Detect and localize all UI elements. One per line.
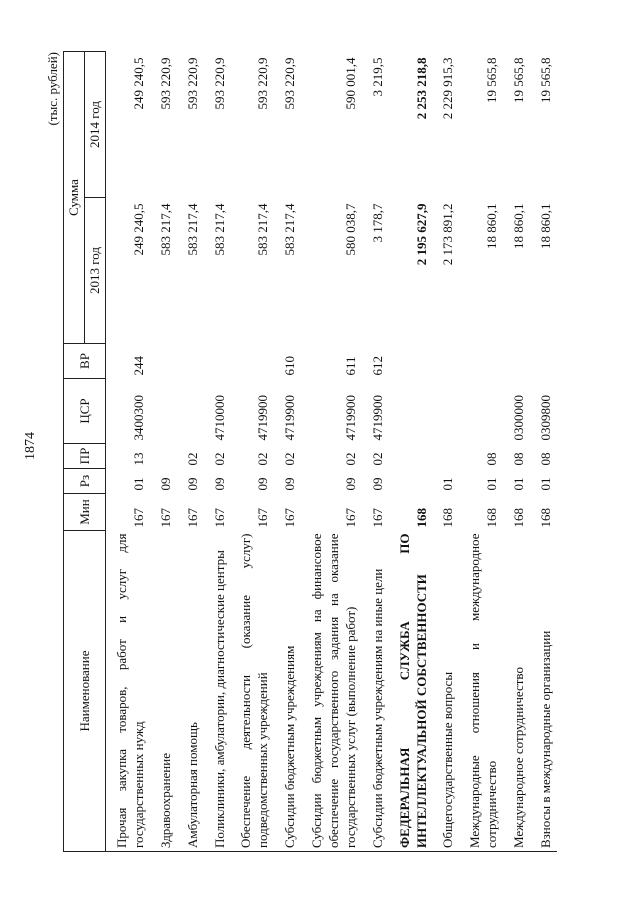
- cell-min: 168: [511, 508, 527, 528]
- header-rz: Рз: [64, 469, 106, 494]
- cell-pr: [432, 444, 459, 469]
- cell-pr: [150, 444, 177, 469]
- cell-2013: 18 860,1: [538, 203, 554, 249]
- cell-vr: 244: [130, 356, 146, 376]
- cell-pr: 02: [255, 452, 271, 466]
- cell-name: Амбулаторная помощь: [177, 531, 204, 852]
- cell-rz: 09: [211, 477, 227, 491]
- cell-rz: 09: [282, 477, 298, 491]
- table-row: [106, 52, 150, 852]
- cell-name: Международные отношения и международное сотрудничество: [459, 531, 503, 852]
- cell-pr: 08: [511, 452, 527, 466]
- cell-min: 168: [538, 508, 554, 528]
- cell-name: Субсидии бюджетным учреждениям: [274, 531, 301, 852]
- table-row: [274, 52, 301, 852]
- cell-vr: [230, 344, 274, 379]
- cell-2014: 2 229 915,3: [440, 57, 456, 120]
- cell-min: 168: [484, 508, 500, 528]
- cell-name: ФЕДЕРАЛЬНАЯ СЛУЖБА ПО ИНТЕЛЛЕКТУАЛЬНОЙ СОБСТВЕННОСТИ: [389, 531, 433, 852]
- cell-pr: 02: [369, 452, 385, 466]
- cell-2013: 583 217,4: [255, 203, 271, 256]
- header-csr: ЦСР: [64, 379, 106, 444]
- cell-min: 167: [157, 508, 173, 528]
- cell-pr: 13: [130, 452, 146, 466]
- cell-rz: 01: [484, 477, 500, 491]
- cell-vr: [150, 344, 177, 379]
- cell-rz: [389, 469, 433, 494]
- cell-csr: [150, 379, 177, 444]
- table-row: [459, 52, 503, 852]
- cell-csr: 0300000: [511, 395, 527, 441]
- cell-csr: [389, 379, 433, 444]
- cell-2014: 593 220,9: [211, 57, 227, 110]
- cell-name: Общегосударственные вопросы: [432, 531, 459, 852]
- cell-vr: [432, 344, 459, 379]
- cell-2014: 593 220,9: [255, 57, 271, 110]
- cell-2014: 3 219,5: [369, 57, 385, 97]
- cell-2013: 3 178,7: [369, 203, 385, 243]
- cell-pr: 02: [211, 452, 227, 466]
- cell-pr: 02: [282, 452, 298, 466]
- table-row: [150, 52, 177, 852]
- cell-min: 168: [413, 508, 429, 528]
- header-min: Мин: [64, 494, 106, 531]
- table-row: [432, 52, 459, 852]
- cell-min: 167: [282, 508, 298, 528]
- table-row: [301, 52, 362, 852]
- cell-rz: 01: [511, 477, 527, 491]
- cell-name: Поликлиники, амбулатории, диагностические центры: [204, 531, 231, 852]
- units-note: (тыс. рублей): [45, 52, 60, 126]
- cell-2013: 2 173 891,2: [440, 203, 456, 266]
- cell-2014: 593 220,9: [157, 57, 173, 110]
- cell-vr: [177, 344, 204, 379]
- cell-vr: 612: [369, 356, 385, 376]
- table-row: [503, 52, 530, 852]
- cell-2014: 590 001,4: [342, 57, 358, 110]
- table-row: [389, 52, 433, 852]
- cell-csr: 4710000: [211, 395, 227, 441]
- cell-2013: 583 217,4: [282, 203, 298, 256]
- cell-min: 167: [211, 508, 227, 528]
- cell-pr: 08: [538, 452, 554, 466]
- cell-2014: 2 253 218,8: [413, 57, 429, 120]
- cell-min: 167: [342, 508, 358, 528]
- budget-table: [63, 51, 557, 852]
- cell-2013: 583 217,4: [184, 203, 200, 256]
- header-2013: 2013 год: [85, 198, 106, 344]
- cell-csr: 3400300: [130, 395, 146, 441]
- cell-pr: 02: [342, 452, 358, 466]
- cell-name: Обеспечение деятельности (оказание услуг) подведомственных учреждений: [230, 531, 274, 852]
- cell-rz: 09: [255, 477, 271, 491]
- cell-pr: [389, 444, 433, 469]
- cell-vr: [459, 344, 503, 379]
- header-2014: 2014 год: [85, 52, 106, 198]
- cell-name: Взносы в международные организации: [530, 531, 557, 852]
- table-row: [530, 52, 557, 852]
- cell-min: 167: [130, 508, 146, 528]
- cell-2013: 18 860,1: [484, 203, 500, 249]
- cell-csr: 0309800: [538, 395, 554, 441]
- cell-csr: 4719900: [342, 395, 358, 441]
- cell-2013: 249 240,5: [130, 203, 146, 256]
- cell-2013: 2 195 627,9: [413, 203, 429, 266]
- cell-vr: 610: [282, 356, 298, 376]
- cell-2014: 19 565,8: [484, 57, 500, 103]
- cell-pr: 02: [184, 452, 200, 466]
- cell-2013: 580 038,7: [342, 203, 358, 256]
- cell-rz: 09: [369, 477, 385, 491]
- cell-min: 167: [184, 508, 200, 528]
- cell-2014: 593 220,9: [184, 57, 200, 110]
- cell-csr: 4719900: [255, 395, 271, 441]
- cell-name: Международное сотрудничество: [503, 531, 530, 852]
- page-number: 1874: [23, 432, 38, 460]
- cell-vr: [503, 344, 530, 379]
- cell-pr: 08: [484, 452, 500, 466]
- header-pr: ПР: [64, 444, 106, 469]
- header-row-1: [64, 52, 85, 852]
- cell-min: 167: [369, 508, 385, 528]
- cell-2013: 18 860,1: [511, 203, 527, 249]
- cell-vr: 611: [342, 356, 358, 376]
- cell-2013: 583 217,4: [211, 203, 227, 256]
- cell-csr: [459, 379, 503, 444]
- cell-name: Здравоохранение: [150, 531, 177, 852]
- cell-2014: 593 220,9: [282, 57, 298, 110]
- cell-name: Субсидии бюджетным учреждениям на иные цели: [362, 531, 389, 852]
- table-row: [230, 52, 274, 852]
- cell-min: 168: [440, 508, 456, 528]
- cell-name: Субсидии бюджетным учреждениям на финансовое обеспечение государственного задания на оказание государственных услуг (выполнение работ): [301, 531, 362, 852]
- cell-csr: 4719900: [282, 395, 298, 441]
- cell-rz: 01: [440, 477, 456, 491]
- cell-vr: [204, 344, 231, 379]
- header-vr: ВР: [64, 344, 106, 379]
- cell-2014: 19 565,8: [511, 57, 527, 103]
- cell-csr: [432, 379, 459, 444]
- header-sum: Сумма: [64, 52, 85, 344]
- cell-vr: [530, 344, 557, 379]
- cell-name: Прочая закупка товаров, работ и услуг для государственных нужд: [106, 531, 150, 852]
- cell-csr: [177, 379, 204, 444]
- cell-min: 167: [255, 508, 271, 528]
- table-row: [177, 52, 204, 852]
- cell-2014: 249 240,5: [130, 57, 146, 110]
- table-row: [362, 52, 389, 852]
- cell-rz: 09: [157, 477, 173, 491]
- cell-rz: 09: [342, 477, 358, 491]
- cell-csr: 4719900: [369, 395, 385, 441]
- header-name: Наименование: [64, 531, 106, 852]
- cell-2014: 19 565,8: [538, 57, 554, 103]
- table-body: [106, 52, 557, 852]
- cell-vr: [389, 344, 433, 379]
- cell-rz: 09: [184, 477, 200, 491]
- cell-rz: 01: [538, 477, 554, 491]
- cell-2013: 583 217,4: [157, 203, 173, 256]
- budget-table-page: [45, 52, 595, 852]
- cell-rz: 01: [130, 477, 146, 491]
- table-row: [204, 52, 231, 852]
